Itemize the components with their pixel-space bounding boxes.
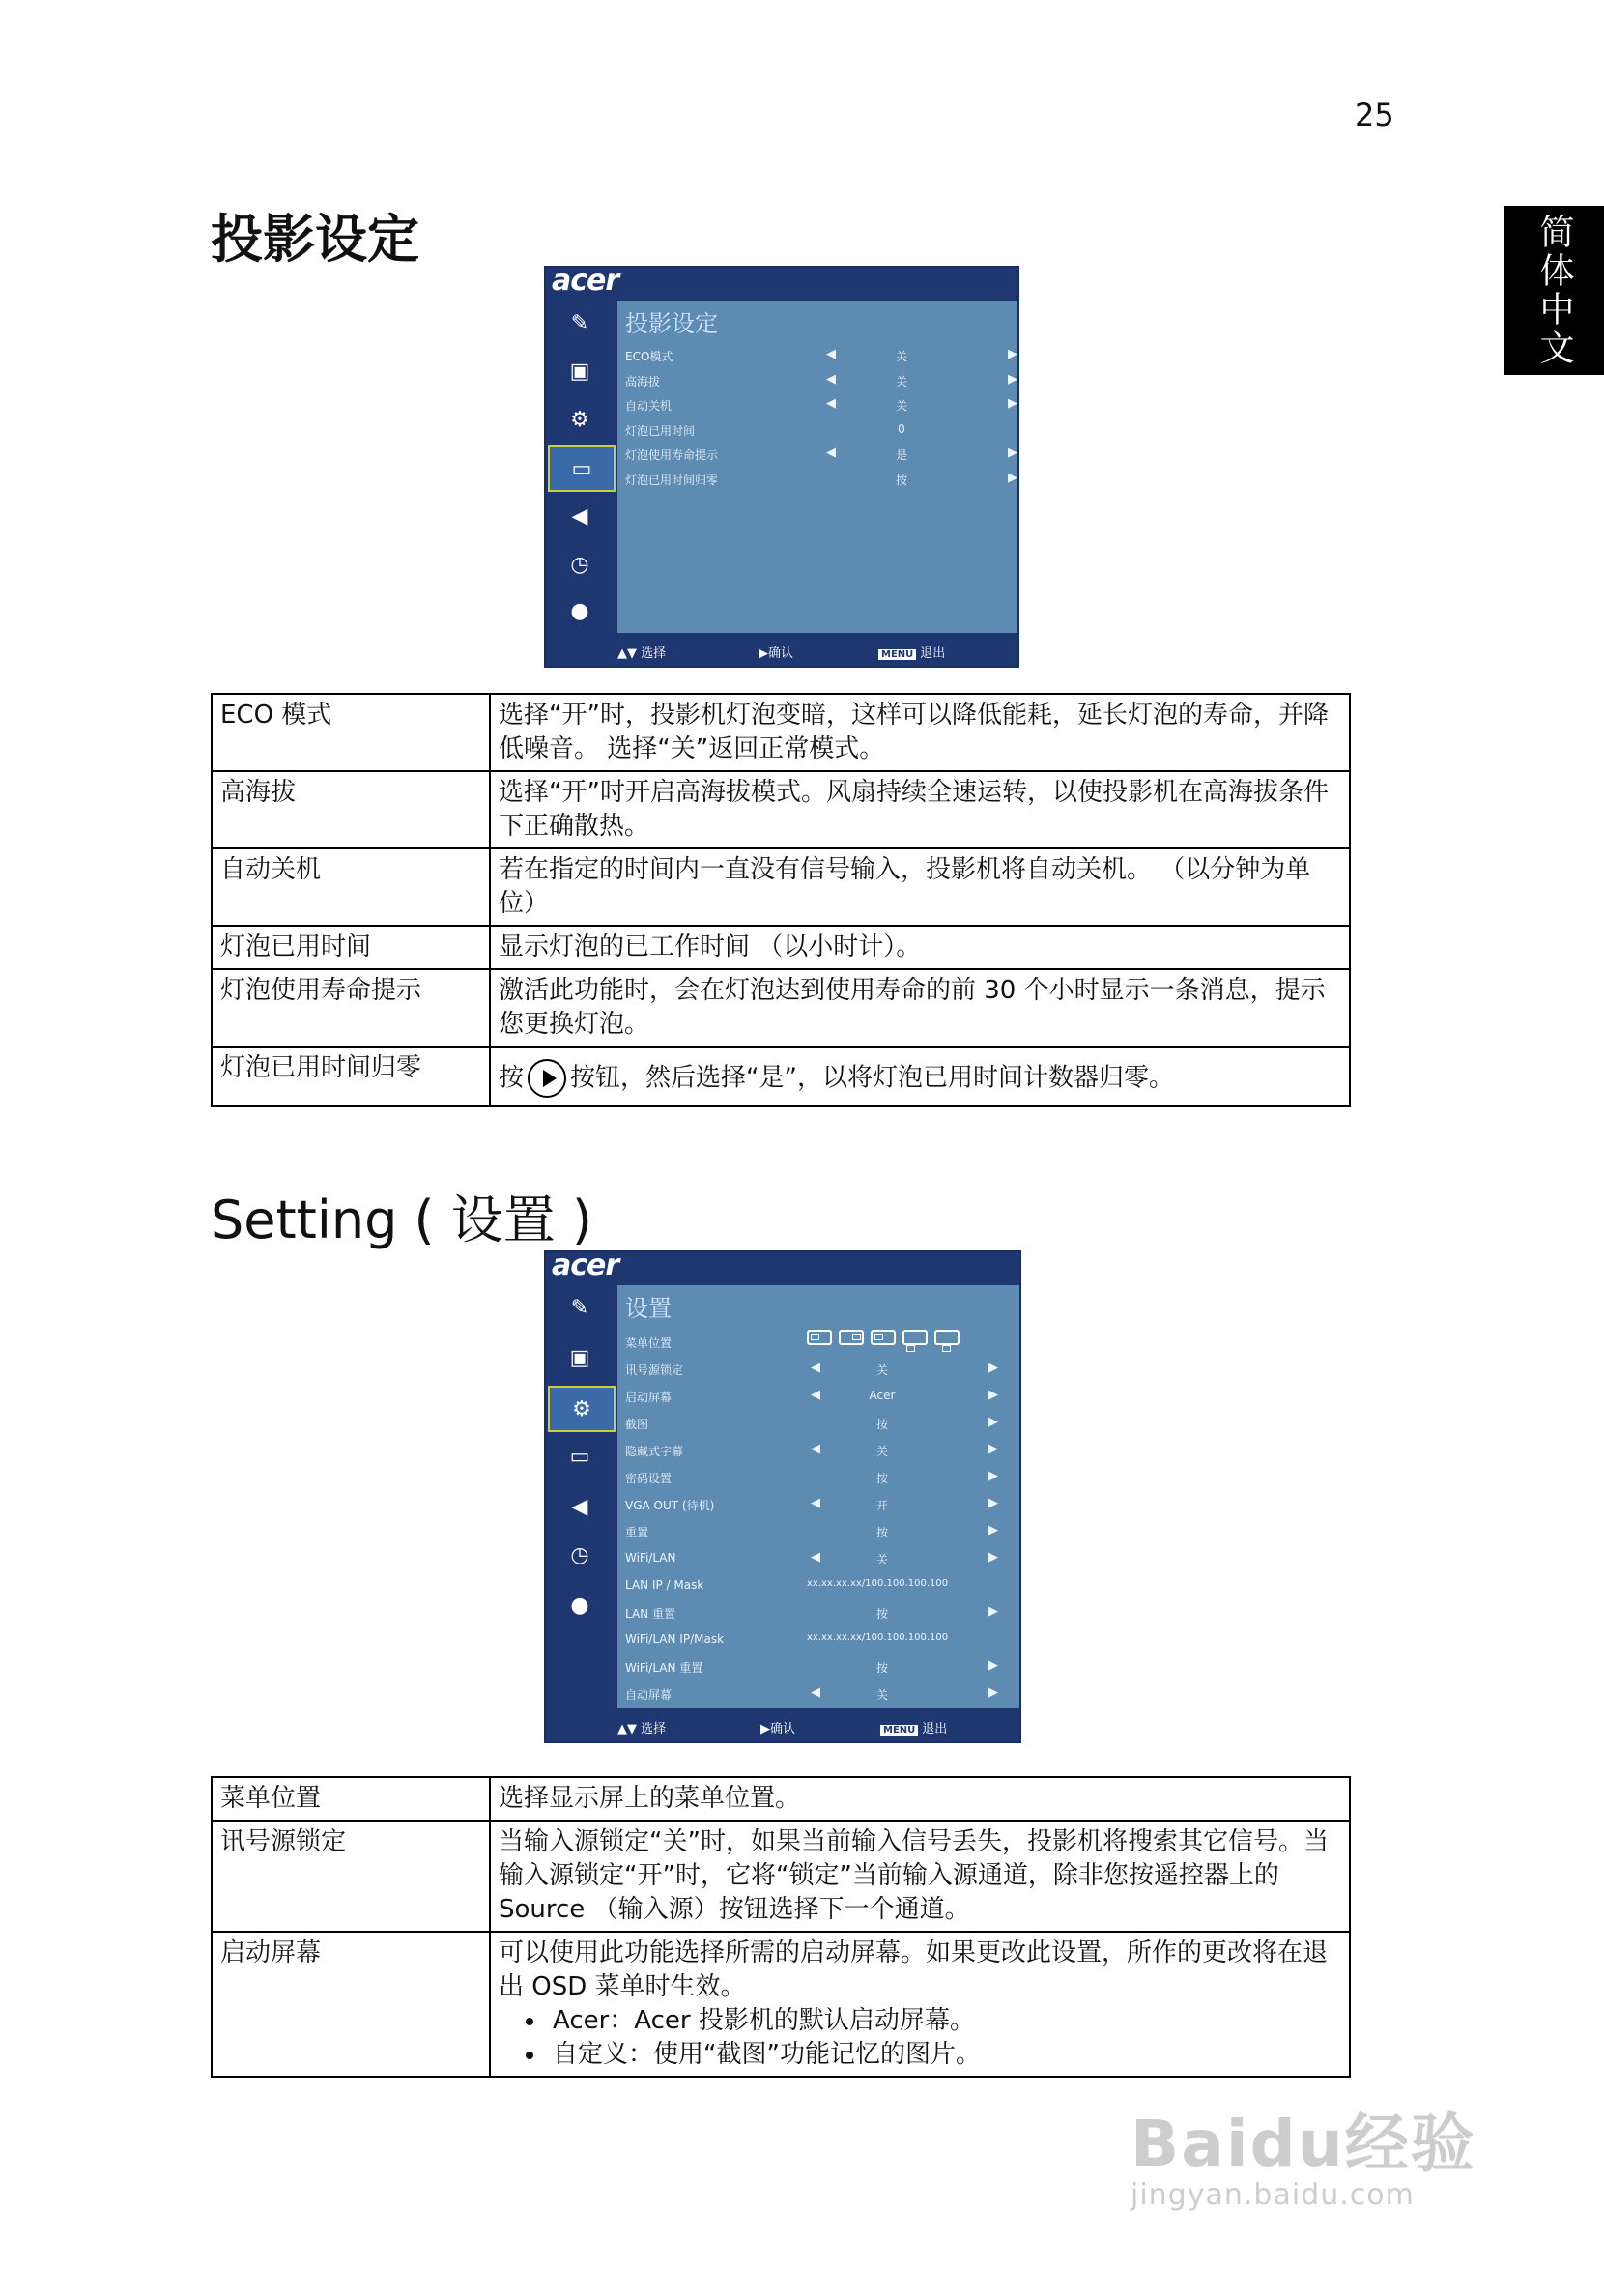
left-arrow-icon[interactable]: ◀ — [811, 1388, 820, 1402]
osd-row-label: 自动屏幕 — [625, 1688, 673, 1702]
footer-select: ▲▼ 选择 — [617, 1722, 667, 1736]
language-tab: 简体中文 — [1504, 206, 1604, 375]
item-description — [490, 848, 1350, 926]
osd-row[interactable] — [617, 1575, 1019, 1596]
osd-row-label: 菜单位置 — [625, 1336, 673, 1350]
osd-row[interactable] — [617, 1440, 1019, 1461]
osd-row[interactable] — [617, 394, 1017, 416]
osd-row-label: 启动屏幕 — [625, 1391, 673, 1404]
osd-row[interactable] — [617, 1683, 1019, 1705]
osd-row-label: 灯泡已用时间归零 — [625, 473, 719, 487]
projector-icon: ▭ — [569, 1444, 590, 1469]
position-option-icon[interactable] — [871, 1330, 896, 1345]
osd-row-value: 按 — [875, 1526, 888, 1539]
item-name: 灯泡使用寿命提示 — [212, 969, 490, 1047]
settings-icon: ⚙ — [570, 407, 589, 432]
bullet-list — [499, 2004, 1341, 2072]
osd-content — [617, 301, 1017, 633]
right-arrow-icon[interactable]: ▶ — [988, 1415, 998, 1429]
osd-row[interactable] — [617, 1656, 1019, 1678]
osd-row-value: 关 — [895, 399, 907, 413]
language-icon: ● — [570, 1593, 589, 1618]
right-arrow-icon[interactable]: ▶ — [1008, 347, 1017, 361]
item-description — [490, 771, 1350, 848]
osd-row-label: 截图 — [625, 1418, 649, 1431]
desc-text: 选择显示屏上的菜单位置。 — [499, 1784, 801, 1813]
osd-row-label: 自动关机 — [625, 399, 673, 413]
right-arrow-icon[interactable]: ▶ — [988, 1496, 998, 1510]
osd-row-value: 关 — [875, 1363, 888, 1377]
timer-icon: ◷ — [570, 552, 589, 577]
footer-confirm: ▶确认 — [759, 646, 794, 661]
osd-setting-panel — [544, 1250, 1021, 1743]
right-arrow-icon[interactable]: ▶ — [1008, 396, 1017, 411]
osd-row-value: 按 — [875, 1418, 888, 1431]
table-row — [212, 1777, 1350, 1821]
page-number: 25 — [1355, 97, 1394, 133]
desc-text: 选择“开”时开启高海拔模式。风扇持续全速运转，以使投影机在高海拔条件下正确散热。 — [499, 778, 1329, 841]
osd-title: 设置 — [625, 1295, 672, 1322]
list-item: • 自定义：使用“截图”功能记忆的图片。 — [547, 2038, 1341, 2072]
right-arrow-icon[interactable]: ▶ — [988, 1361, 998, 1375]
osd-row-label: 高海拔 — [625, 374, 661, 388]
osd-footer — [546, 1708, 1019, 1741]
table-row — [212, 969, 1350, 1047]
osd-row-label: 灯泡使用寿命提示 — [625, 448, 719, 462]
left-arrow-icon[interactable]: ◀ — [826, 396, 836, 411]
color-icon: ✎ — [570, 1295, 589, 1320]
item-description — [490, 969, 1350, 1047]
baidu-watermark: Baidu经验 jingyan.baidu.com — [1131, 2107, 1476, 2212]
section-heading-projection: 投影设定 — [211, 209, 419, 270]
audio-icon: ◀ — [571, 1494, 588, 1519]
osd-row-label: VGA OUT (待机) — [625, 1499, 715, 1512]
item-description — [490, 694, 1350, 771]
item-name: 启动屏幕 — [212, 1932, 490, 2077]
right-arrow-icon[interactable]: ▶ — [988, 1550, 998, 1564]
desc-text: 显示灯泡的已工作时间 （以小时计）。 — [499, 933, 922, 961]
right-arrow-icon[interactable]: ▶ — [1008, 470, 1017, 485]
osd-row-value: xx.xx.xx.xx/100.100.100.100 — [807, 1578, 949, 1589]
osd-row-label: 重置 — [625, 1526, 649, 1539]
table-row — [212, 926, 1350, 969]
item-description — [490, 1047, 1350, 1106]
left-arrow-icon[interactable]: ◀ — [826, 371, 836, 387]
osd-row-value: 是 — [895, 448, 907, 462]
right-arrow-icon[interactable]: ▶ — [1008, 445, 1017, 460]
menu-position-options[interactable] — [807, 1330, 966, 1348]
osd-row-label: 灯泡已用时间 — [625, 423, 696, 438]
osd-row[interactable] — [617, 1413, 1019, 1434]
left-arrow-icon[interactable]: ◀ — [811, 1442, 820, 1456]
position-option-icon[interactable] — [934, 1330, 960, 1345]
osd-row[interactable] — [617, 419, 1017, 441]
osd-row-value: 按 — [875, 1661, 888, 1675]
desc-text: 选择“开”时，投影机灯泡变暗，这样可以降低能耗，延长灯泡的寿命，并降低噪音。 选择“关”返回正常模式。 — [499, 701, 1329, 763]
right-arrow-icon[interactable]: ▶ — [988, 1388, 998, 1402]
acer-logo: acer — [552, 264, 619, 298]
setting-table — [211, 1776, 1351, 2078]
footer-exit: MENU 退出 — [880, 1718, 947, 1736]
settings-icon[interactable]: ⚙ — [548, 1386, 616, 1432]
osd-sidebar — [546, 1285, 617, 1710]
acer-logo: acer — [552, 1248, 619, 1282]
left-arrow-icon[interactable]: ◀ — [811, 1361, 820, 1375]
osd-row-label: LAN 重置 — [625, 1607, 675, 1621]
item-description — [490, 1777, 1350, 1821]
table-row — [212, 694, 1350, 771]
osd-footer — [546, 633, 1017, 666]
table-row — [212, 848, 1350, 926]
osd-row[interactable] — [617, 345, 1017, 366]
osd-projection-panel — [544, 266, 1019, 668]
image-icon: ▣ — [569, 1345, 590, 1370]
item-description — [490, 926, 1350, 969]
osd-title: 投影设定 — [625, 310, 718, 337]
right-arrow-icon[interactable]: ▶ — [1008, 371, 1017, 387]
position-option-icon[interactable] — [839, 1330, 864, 1345]
list-item: • Acer：Acer 投影机的默认启动屏幕。 — [547, 2004, 1341, 2038]
osd-row-value: 关 — [875, 1553, 888, 1566]
item-name: 灯泡已用时间归零 — [212, 1047, 490, 1106]
osd-row-value: 按 — [895, 473, 907, 487]
left-arrow-icon[interactable]: ◀ — [826, 347, 836, 361]
timer-icon: ◷ — [570, 1542, 589, 1567]
osd-row-value: 按 — [875, 1607, 888, 1621]
osd-row-value: 关 — [875, 1688, 888, 1702]
osd-row[interactable] — [617, 444, 1017, 465]
projector-icon[interactable]: ▭ — [548, 445, 616, 492]
item-name: ECO 模式 — [212, 694, 490, 771]
osd-row-value: 关 — [895, 374, 907, 388]
osd-sidebar — [546, 301, 617, 633]
right-button-icon — [528, 1059, 566, 1098]
footer-select: ▲▼ 选择 — [617, 646, 667, 661]
item-name: 菜单位置 — [212, 1777, 490, 1821]
right-arrow-icon[interactable]: ▶ — [988, 1523, 998, 1537]
osd-row[interactable] — [617, 1332, 1019, 1353]
osd-row-value: 按 — [875, 1472, 888, 1485]
table-row — [212, 1821, 1350, 1932]
osd-row[interactable] — [617, 1521, 1019, 1542]
item-name: 自动关机 — [212, 848, 490, 926]
left-arrow-icon[interactable]: ◀ — [811, 1550, 820, 1564]
osd-row-value: 关 — [895, 350, 907, 363]
language-icon: ● — [570, 598, 589, 623]
item-name: 高海拔 — [212, 771, 490, 848]
table-row — [212, 1047, 1350, 1106]
osd-row-label: 讯号源锁定 — [625, 1363, 684, 1377]
osd-row-label: WiFi/LAN 重置 — [625, 1661, 703, 1675]
projection-settings-table — [211, 693, 1351, 1107]
table-row — [212, 771, 1350, 848]
desc-text: 可以使用此功能选择所需的启动屏幕。如果更改此设置，所作的更改将在退出 OSD 菜单时生效。 — [499, 1938, 1329, 2001]
audio-icon: ◀ — [571, 503, 588, 529]
right-arrow-icon[interactable]: ▶ — [988, 1469, 998, 1483]
osd-row-value: 0 — [898, 421, 905, 436]
desc-text: 若在指定的时间内一直没有信号输入，投影机将自动关机。 （以分钟为单位） — [499, 855, 1311, 918]
desc-text: 激活此功能时，会在灯泡达到使用寿命的前 30 个小时显示一条消息，提示您更换灯泡。 — [499, 976, 1326, 1039]
footer-confirm: ▶确认 — [760, 1722, 796, 1736]
osd-row-label: 隐藏式字幕 — [625, 1445, 684, 1458]
osd-row[interactable] — [617, 1386, 1019, 1407]
osd-row[interactable] — [617, 1548, 1019, 1569]
osd-row[interactable] — [617, 370, 1017, 391]
left-arrow-icon[interactable]: ◀ — [826, 445, 836, 460]
osd-row-label: WiFi/LAN — [625, 1551, 676, 1564]
osd-row-label: ECO模式 — [625, 350, 673, 363]
right-arrow-icon[interactable]: ▶ — [988, 1442, 998, 1456]
osd-row-label: 密码设置 — [625, 1472, 673, 1485]
item-name: 讯号源锁定 — [212, 1821, 490, 1932]
item-name: 灯泡已用时间 — [212, 926, 490, 969]
desc-text: 当输入源锁定“关”时，如果当前输入信号丢失，投影机将搜索其它信号。当输入源锁定“开”时，它将“锁定”当前输入源通道，除非您按遥控器上的 Source （输入源）按钮选择下一个通道。 — [499, 1827, 1329, 1924]
osd-row[interactable] — [617, 1494, 1019, 1515]
left-arrow-icon[interactable]: ◀ — [811, 1496, 820, 1510]
table-row — [212, 1932, 1350, 2077]
left-arrow-icon[interactable]: ◀ — [811, 1685, 820, 1700]
image-icon: ▣ — [569, 359, 590, 384]
osd-row-label: LAN IP / Mask — [625, 1578, 704, 1592]
osd-row[interactable] — [617, 1602, 1019, 1623]
osd-row[interactable] — [617, 1467, 1019, 1488]
item-description — [490, 1932, 1350, 2077]
footer-exit: MENU 退出 — [878, 643, 945, 661]
color-icon: ✎ — [570, 310, 589, 335]
osd-row[interactable] — [617, 469, 1017, 490]
right-arrow-icon[interactable]: ▶ — [988, 1658, 998, 1673]
right-arrow-icon[interactable]: ▶ — [988, 1604, 998, 1619]
section-heading-setting: Setting ( 设置 ) — [211, 1190, 592, 1250]
osd-row[interactable] — [617, 1629, 1019, 1650]
item-description — [490, 1821, 1350, 1932]
position-option-icon[interactable] — [807, 1330, 832, 1345]
osd-row-value: xx.xx.xx.xx/100.100.100.100 — [807, 1632, 949, 1643]
desc-text: 按钮，然后选择“是”，以将灯泡已用时间计数器归零。 — [570, 1063, 1174, 1093]
osd-row-value: Acer — [869, 1389, 896, 1402]
osd-row-label: WiFi/LAN IP/Mask — [625, 1632, 725, 1646]
desc-text: 按 — [499, 1063, 525, 1093]
osd-row-value: 开 — [875, 1499, 888, 1512]
position-option-icon[interactable] — [902, 1330, 928, 1345]
osd-row-value: 关 — [875, 1445, 888, 1458]
right-arrow-icon[interactable]: ▶ — [988, 1685, 998, 1700]
osd-row[interactable] — [617, 1359, 1019, 1380]
osd-content — [617, 1285, 1019, 1710]
